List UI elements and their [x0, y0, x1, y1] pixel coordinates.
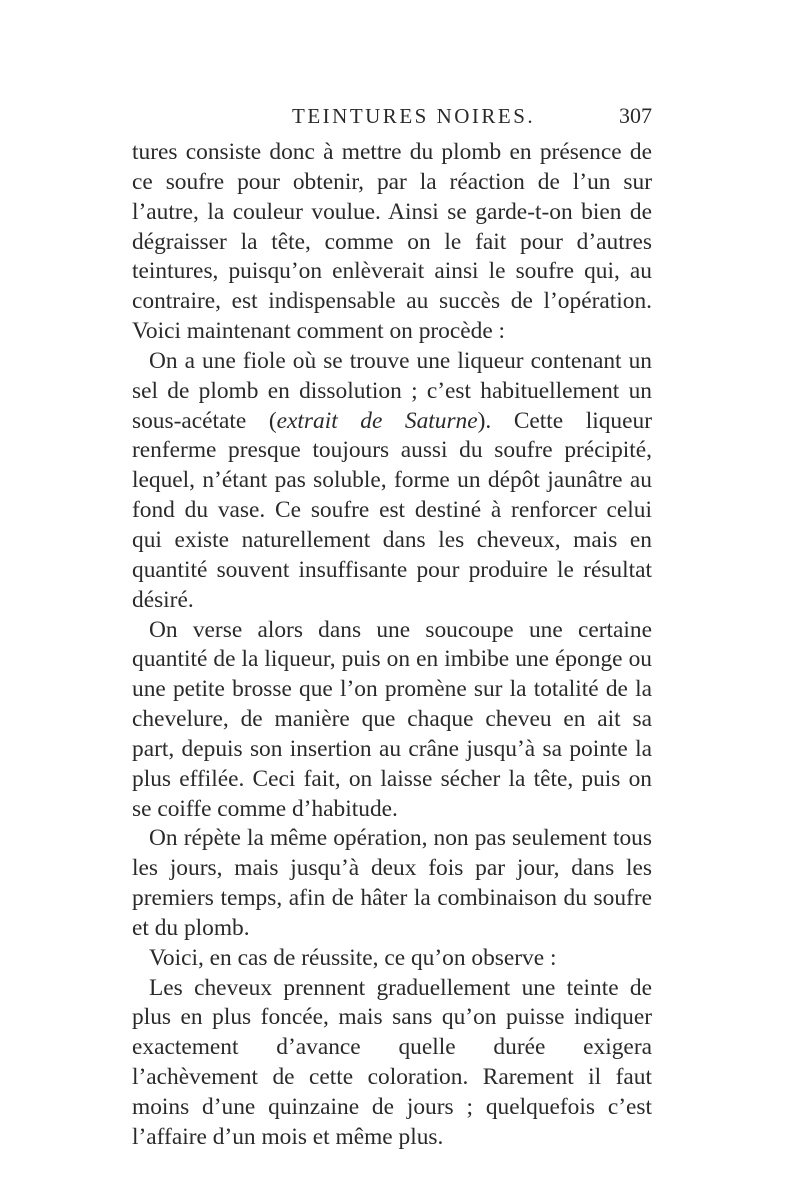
paragraph [132, 824, 652, 943]
text-segment: Voici, en cas de réussite, ce qu’on observe : [149, 944, 557, 971]
paragraph [132, 347, 652, 616]
page-number: 307 [619, 103, 652, 128]
text-segment: On a une fiole où se trouve une liqueur contenant un sel de plomb en dissolution ; c’est habituellement un sous-acétate ( [132, 347, 652, 434]
italic-title: extrait de Saturne [276, 407, 478, 434]
text-segment: Les cheveux prennent graduellement une teinte de plus en plus foncée, mais sans qu’on puisse indiquer exactement d’avance quelle durée exigera l’achèvement de cette coloration. Rarement il faut moins d’une quinzaine de jours ; quelquefois c’est l’affaire d’un mois et même plus. [132, 974, 652, 1150]
paragraph [132, 138, 652, 347]
text-segment: ). Cette liqueur renferme presque toujours aussi du soufre précipité, lequel, n’étant pas soluble, forme un dépôt jaunâtre au fond du vase. Ce soufre est destiné à renforcer celui qui existe naturellement dans les cheveux, mais en quantité souvent insuffisante pour produire le résultat désiré. [132, 407, 652, 613]
body-text [132, 138, 652, 1153]
running-head [132, 100, 652, 132]
running-title: TEINTURES NOIRES. [292, 104, 536, 128]
paragraph [132, 974, 652, 1153]
text-segment: On répète la même opération, non pas seulement tous les jours, mais jusqu’à deux fois par jour, dans les premiers temps, afin de hâter la combinaison du soufre et du plomb. [132, 825, 652, 941]
text-segment: tures consiste donc à mettre du plomb en présence de ce soufre pour obtenir, par la réaction de l’un sur l’autre, la couleur voulue. Ainsi se garde-t-on bien de dégraisser la tête, comme on le fait pour d’autres teintures, puisqu’on enlèverait ainsi le soufre qui, au contraire, est indispensable au succès de l’opération. Voici maintenant comment on procède : [132, 139, 652, 345]
paragraph [132, 616, 652, 825]
paragraph [132, 944, 652, 974]
text-segment: On verse alors dans une soucoupe une certaine quantité de la liqueur, puis on en imbibe une éponge ou une petite brosse que l’on promène sur la totalité de la chevelure, de manière que chaque cheveu en ait sa part, depuis son insertion au crâne jusqu’à sa pointe la plus effilée. Ceci fait, on laisse sécher la tête, puis on se coiffe comme d’habitude. [132, 616, 652, 822]
